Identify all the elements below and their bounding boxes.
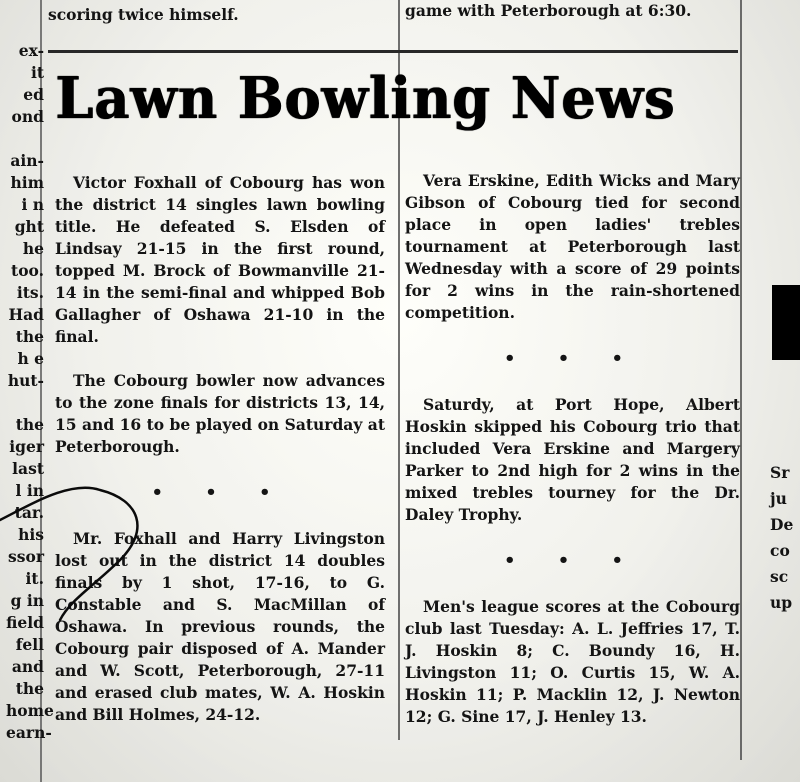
left-fragment-line: i n: [21, 195, 44, 214]
left-fragment-line: [6, 128, 44, 150]
left-fragment-line: its.: [16, 283, 44, 302]
right-fragment-line: sc: [770, 567, 789, 586]
article-right-column: [405, 148, 740, 750]
left-fragment-line: too.: [11, 261, 44, 280]
right-fragment-line: Sr: [770, 463, 790, 482]
separator-dots: • • •: [151, 482, 289, 503]
left-fragment-line: ed: [23, 85, 44, 104]
adjacent-column-block: [772, 285, 800, 360]
left-fragment-line: ght: [14, 217, 44, 236]
right-fragment-line: co: [770, 541, 790, 560]
left-column-fragment: [6, 40, 54, 744]
left-fragment-line: ond: [11, 107, 44, 126]
left-fragment-line: he: [22, 239, 44, 258]
left-fragment-line: [6, 392, 44, 414]
paragraph-mixed-trebles: Saturdy, at Port Hope, Albert Hoskin skipped his Cobourg trio that included Vera Erskine and Margery Parker to 2nd high for 2 wins in the mixed trebles tourney for the Dr. Daley Trophy.: [405, 395, 740, 524]
left-fragment-line: g in: [10, 591, 44, 610]
paragraph-league-scores: Men's league scores at the Cobourg club last Tuesday: A. L. Jeffries 17, T. J. Hoskin 8; C. Boundy 16, H. Livingston 11; O. Curtis 15, W. A. Hoskin 11; P. Macklin 12, J. Newton 12; G. Sine 17, J. Henley 13.: [405, 597, 740, 726]
left-fragment-line: and: [11, 657, 44, 676]
left-fragment-line: earn-: [6, 723, 52, 742]
left-fragment-line: ex-: [18, 41, 44, 60]
left-fragment-line: it: [30, 63, 44, 82]
left-fragment-line: home: [6, 701, 54, 720]
left-fragment-line: fell: [15, 635, 44, 654]
right-fragment-line: up: [770, 593, 793, 612]
left-fragment-line: tar.: [14, 503, 44, 522]
column-rule-right: [740, 0, 742, 760]
right-fragment-line: ju: [770, 489, 787, 508]
left-fragment-line: last: [12, 459, 44, 478]
left-fragment-line: him: [10, 173, 44, 192]
paragraph-ladies-trebles: Vera Erskine, Edith Wicks and Mary Gibson of Cobourg tied for second place in open ladies' trebles tournament at Peterborough last Wednesday with a score of 29 points for 2 wins in the rain-shortened competition.: [405, 171, 740, 322]
left-fragment-line: the: [15, 327, 44, 346]
left-fragment-line: Had: [8, 305, 44, 324]
left-fragment-line: hut-: [7, 371, 44, 390]
paragraph-zone-finals: The Cobourg bowler now advances to the zone finals for districts 13, 14, 15 and 16 to be played on Saturday at Peterborough.: [55, 371, 385, 456]
right-column-fragment: [770, 460, 800, 616]
previous-article-tail-left: scoring twice himself.: [48, 5, 239, 24]
right-fragment-line: De: [770, 515, 794, 534]
paragraph-singles-title: Victor Foxhall of Cobourg has won the district 14 singles lawn bowling title. He defeated S. Elsden of Lindsay 21-15 in the first round, topped M. Brock of Bowmanville 21-14 in the semi-final and whipped Bob Gallagher of Oshawa 21-10 in the final.: [55, 173, 385, 346]
article-left-column: [55, 150, 385, 748]
separator-dots: • • •: [503, 348, 642, 369]
section-rule: [48, 50, 738, 53]
left-fragment-line: ain-: [10, 151, 44, 170]
left-fragment-line: the: [15, 679, 44, 698]
left-fragment-line: field: [6, 613, 44, 632]
previous-article-tail-right: game with Peterborough at 6:30.: [405, 1, 692, 20]
left-fragment-line: h e: [17, 349, 44, 368]
left-fragment-line: it.: [25, 569, 44, 588]
headline: Lawn Bowling News: [55, 64, 676, 132]
left-fragment-line: his: [18, 525, 44, 544]
left-fragment-line: the: [15, 415, 44, 434]
paragraph-doubles-finals: Mr. Foxhall and Harry Livingston lost out in the district 14 doubles finals by 1 shot, 17-16, to G. Constable and S. MacMillan of Oshawa. In previous rounds, the Cobourg pair disposed of A. Mander and W. Scott, Peterborough, 27-11 and erased club mates, W. A. Hoskin and Bill Holmes, 24-12.: [55, 529, 385, 724]
left-fragment-line: iger: [9, 437, 44, 456]
left-fragment-line: l in: [15, 481, 44, 500]
left-fragment-line: ssor: [8, 547, 44, 566]
separator-dots: • • •: [503, 550, 642, 571]
